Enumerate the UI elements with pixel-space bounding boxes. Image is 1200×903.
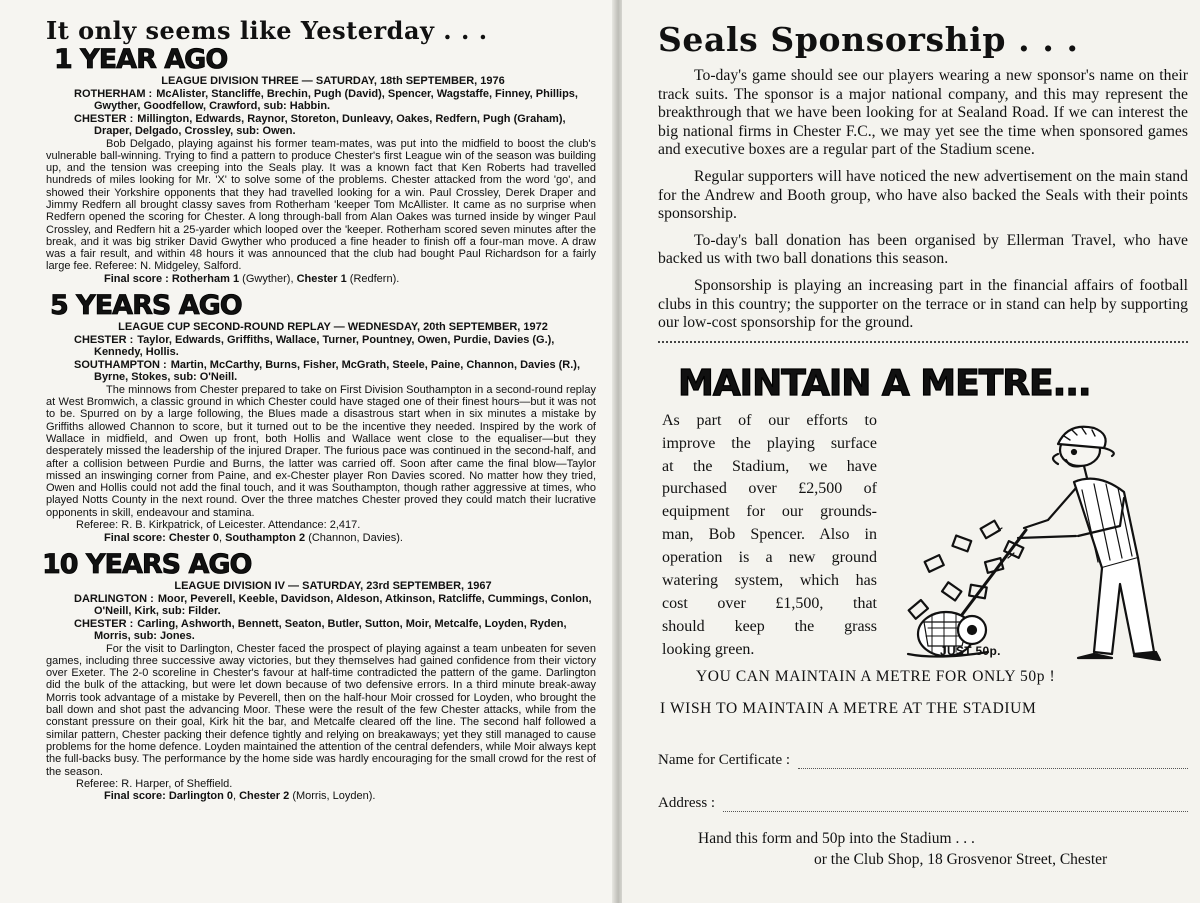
final-scorers-1: (Gwyther), xyxy=(242,272,294,285)
team-name: CHESTER : xyxy=(74,333,134,346)
match-line: LEAGUE DIVISION IV — SATURDAY, 23rd SEPTEMBER, 1967 xyxy=(174,580,492,593)
team-players: Martin, McCarthy, Burns, Fisher, McGrath, Steele, Paine, Channon, Davies (R.), Byrne, Stokes, sub: O'Neill. xyxy=(94,358,581,384)
text-line: purchased over £2,500 of xyxy=(662,480,877,498)
name-for-certificate-field[interactable] xyxy=(658,752,1188,769)
team-lineup xyxy=(46,593,596,618)
final-score-label: Final score : xyxy=(104,272,169,285)
final-score-team-1: Rotherham 1 xyxy=(171,272,240,285)
team-players: Carling, Ashworth, Bennett, Seaton, Butler, Sutton, Moir, Metcalfe, Loyden, Ryden, Morris, sub: Jones. xyxy=(94,617,567,643)
text-line: should keep the grass xyxy=(662,617,877,635)
text-line: cost over £1,500, that xyxy=(662,594,877,612)
name-field-label: Name for Certificate : xyxy=(658,751,791,768)
match-report: For the visit to Darlington, Chester faced the prospect of playing against a team unbeaten for seven games, including three successive away victories, but they themselves had gained confidence from their victory over Exeter. The 2-0 scoreline in Chester's favour at half-time contradicted the pattern of the game. Darlington did the bulk of the attacking, but were let down because of two defensive errors. In a third minute break-away Morris took advantage of a mistake by Peverell, then on the half-hour Moir crossed for Loyden, who brought the ball down and shot past the advancing Moor. These were the result of the few Chester attacks, while from the constant pressure on their goal, Kirk hit the bar, and Metcalfe cleared off the line. The second half followed a similar pattern, Chester packing their defence tightly and relying on breakaways; yet they still managed to cause problems for the home defence. Loyden maintained the attention of the central defenders, while Moir always kept the full-backs busy. The performance by the home side was hardly encouraging for the small crowd for the rest of the season. xyxy=(46,642,596,778)
instruction-line: or the Club Shop, 18 Grosvenor Street, Chester xyxy=(814,850,1108,868)
team-name: DARLINGTON : xyxy=(74,592,154,605)
final-score-label: Final score: xyxy=(104,790,166,803)
final-score-team-2: Chester 1 xyxy=(296,272,347,285)
text-line: at the Stadium, we have xyxy=(662,457,877,475)
referee-line: Referee: R. Harper, of Sheffield. xyxy=(76,777,233,790)
team-lineup xyxy=(46,334,596,359)
final-score-label: Final score: xyxy=(104,531,166,544)
right-page xyxy=(622,0,1200,903)
final-score-team-2: Southampton 2 xyxy=(225,531,306,544)
groundsman-mower-illustration-icon xyxy=(898,408,1200,668)
form-instructions xyxy=(658,828,1188,870)
match-report: The minnows from Chester prepared to take on First Division Southampton in a second-round replay at West Bromwich, a classic ground in which Chester could have staged one of their finest hours—but it was not to be. Spurred on by a large following, the Blues made a disastrous start when in six minutes a mistake by Griffiths allowed Channon to score, but it turned out to be the incentive they needed. Inspired by the work of Wallace in midfield, and Owen up front, both Hollis and Wallace went close to the equaliser—but they desperately missed the leadership of the injured Draper. The furious pace was continued in the second-half, and after a collision between Purdie and Burns, the latter was carried off. Soon after came the final blow—Taylor missed an inswinging corner from Paine, and ex-Chester player Ron Davies scored. No matter how they tried, Owen and Hollis could not add the final touch, and it was Southampton, though rather aggressive at times, who played Notts County in the next round. Over the three matches Chester proved they could match their lucrative opponents in skill, endeavour and stamina. xyxy=(46,383,596,519)
address-field-line[interactable] xyxy=(723,799,1188,812)
final-score-team-1: Darlington 0 xyxy=(168,790,233,803)
section-heading: 1 YEAR AGO xyxy=(54,44,228,75)
team-lineup xyxy=(46,359,596,384)
match-line: LEAGUE DIVISION THREE — SATURDAY, 18th SEPTEMBER, 1976 xyxy=(161,75,505,87)
sponsorship-paragraph: To-day's ball donation has been organised by Ellerman Travel, who have backed us with two ball donations this season. xyxy=(658,231,1188,268)
just-50p-caption: JUST 50p. xyxy=(940,643,1001,658)
instruction-line: Hand this form and 50p into the Stadium . . . xyxy=(698,829,975,847)
team-players: Moor, Peverell, Keeble, Davidson, Aldeson, Atkinson, Ratcliffe, Cummings, Conlon, O'Neill, Kirk, sub: Filder. xyxy=(94,592,592,618)
team-players: Taylor, Edwards, Griffiths, Wallace, Turner, Pountney, Owen, Purdie, Davies (G.), Kennedy, Hollis. xyxy=(94,333,555,359)
text-line: man, Bob Spencer. Also in xyxy=(662,526,877,544)
final-score xyxy=(46,273,596,286)
match-line: LEAGUE CUP SECOND-ROUND REPLAY — WEDNESDAY, 20th SEPTEMBER, 1972 xyxy=(118,321,548,334)
maintain-a-metre-block xyxy=(658,408,1188,668)
address-field-label: Address : xyxy=(658,794,716,811)
text-line: improve the playing surface xyxy=(662,434,877,452)
address-field[interactable] xyxy=(658,795,1188,812)
final-score: Final score: Chester 0, Southampton 2 (Channon, Davies). xyxy=(104,531,403,544)
section-heading: 5 YEARS AGO xyxy=(50,290,242,322)
sponsorship-title: Seals Sponsorship . . . xyxy=(658,20,1079,59)
maintain-a-metre-title: MAINTAIN A METRE... xyxy=(678,362,1091,404)
referee-line: Referee: R. B. Kirkpatrick, of Leicester. Attendance: 2,417. xyxy=(76,519,361,532)
final-score-team-2: Chester 2 xyxy=(239,790,290,803)
page-title: It only seems like Yesterday . . . xyxy=(46,16,488,45)
section-heading: 10 YEARS AGO xyxy=(42,549,252,581)
team-name: CHESTER : xyxy=(74,112,134,125)
final-scorers-2: (Channon, Davies). xyxy=(308,531,403,544)
section-10-years-ago xyxy=(42,549,596,803)
final-scorers-2: (Morris, Loyden). xyxy=(292,790,376,803)
sponsorship-paragraph: Sponsorship is playing an increasing part in the financial affairs of football clubs in this country; the supporter on the terrace or in stand can help by supporting our low-cost sponsorship for the ground. xyxy=(658,276,1188,332)
final-score: Final score: Darlington 0, Chester 2 (Morris, Loyden). xyxy=(104,790,376,803)
sponsorship-paragraph: To-day's game should see our players wearing a new sponsor's name on their track suits. The sponsor is a major national company, and this may represent the breakthrough that we have been looking for at Sealand Road. If we can interest the big national firms in Chester F.C., we may yet see the time when sponsored games and executive boxes are a regular part of the Stadium scene. xyxy=(658,67,1188,159)
team-lineup xyxy=(46,88,596,113)
text-line: As part of our efforts to xyxy=(662,411,877,429)
team-name: CHESTER : xyxy=(74,617,134,630)
team-name: ROTHERHAM : xyxy=(74,87,153,100)
maintain-cta: YOU CAN MAINTAIN A METRE FOR ONLY 50p ! xyxy=(696,667,1056,685)
text-line: watering system, which has xyxy=(662,572,877,590)
final-scorers-2: (Redfern). xyxy=(349,272,400,285)
team-lineup xyxy=(46,113,596,138)
text-line: operation is a new ground xyxy=(662,549,877,567)
team-players: Millington, Edwards, Raynor, Storeton, Dunleavy, Oakes, Redfern, Pugh (Graham), Draper, Delgado, Crossley, sub: Owen. xyxy=(94,112,566,137)
section-divider xyxy=(658,341,1188,345)
team-name: SOUTHAMPTON : xyxy=(74,358,167,371)
sponsorship-paragraph: Regular supporters will have noticed the new advertisement on the main stand for the Andrew and Booth group, who have also backed the Seals with their points sponsorship. xyxy=(658,167,1188,223)
text-line: looking green. xyxy=(662,640,755,658)
name-field-line[interactable] xyxy=(798,756,1188,769)
team-lineup xyxy=(46,618,596,643)
text-line: equipment for our grounds- xyxy=(662,503,877,521)
section-1-year-ago xyxy=(46,45,596,285)
match-report: Bob Delgado, playing against his former team-mates, was put into the midfield to boost the club's vulnerable ball-winning. Trying to find a pattern to produce Chester's first League win of the season was building up, and the tension was creeping into the Seals play. It was a known fact that Ken Roberts had travelled hundreds of miles looking for Mr. 'X' to solve some of the problems. Chester attacked from the word 'go', and showed their Yorkshire opponents that they had travelled looking for a win. Paul Crossley, Derek Draper and Jimmy Redfern all brought classy saves from Rotherham 'keeper Tom McAllister. It came as no surprise when Redfern opened the scoring for Chester. A long through-ball from Alan Oakes was turned inside by winger Paul Crossley, and Redfern hit a 25-yarder which looped over the 'keeper. Rotherham scored seven minutes after the break, and it was big striker David Gwyther who produced a fine header to finish off a four-man move. A draw was a fair result, and within 48 hours it was announced that the club had bought Paul Richardson for a fairly large fee. Referee: N. Midgeley, Salford. xyxy=(46,137,596,273)
form-heading: I WISH TO MAINTAIN A METRE AT THE STADIUM xyxy=(660,699,1037,717)
section-5-years-ago xyxy=(46,291,596,544)
final-score-team-1: Chester 0 xyxy=(168,531,219,544)
team-players: McAlister, Stancliffe, Brechin, Pugh (David), Spencer, Wagstaffe, Finney, Phillips, Gwyther, Goodfellow, Crawford, sub: Habbin. xyxy=(94,87,578,112)
maintain-a-metre-text xyxy=(662,410,877,662)
